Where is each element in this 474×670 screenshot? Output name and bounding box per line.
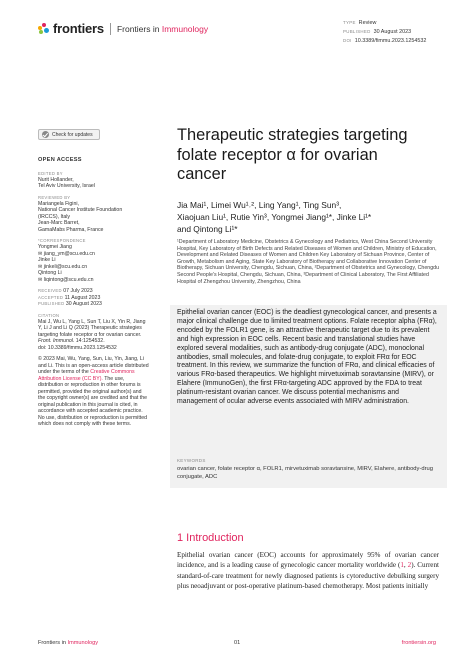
article-sidebar — [38, 157, 150, 433]
website-link[interactable]: frontiersin.org — [401, 640, 436, 646]
article-title: Therapeutic strategies targeting folate receptor α for ovarian cancer — [177, 126, 408, 184]
check-updates-label: Check for updates — [52, 131, 93, 138]
meta-published: PUBLISHED 30 August 2023 — [343, 28, 412, 35]
journal-prefix: Frontiers in — [116, 23, 160, 34]
check-circle-icon — [42, 131, 49, 138]
open-access-label: OPEN ACCESS — [38, 157, 82, 163]
keywords-label: KEYWORDS — [177, 458, 206, 463]
dates: RECEIVED 07 July 2023 ACCEPTED 11 August 2023 PUBLISHED 30 August 2023 — [38, 288, 102, 307]
check-for-updates-button[interactable] — [38, 129, 100, 140]
page-number: 01 — [234, 640, 241, 646]
meta-type: TYPE Review — [343, 20, 377, 26]
affiliations: ¹Department of Laboratory Medicine, Obstetrics & Gynecology and Pediatrics, West China Second University Hospital, Key Laboratory of Birth Defects and Related Diseases of Women and Children, Ministry of Education, Development and Related Diseases of Women and Children Key Laboratory of Sichuan Province, Center of Growth, Metabolism and Aging, State Key Laboratory of Biotherapy and Collaborative Innovation Center of Biotherapy, Sichuan University, Chengdu, Sichuan, China, ²Department of Obstetrics and Gynecology, Chengdu Second People's Hospital, Chengdu, Sichuan, China, ³Department of Clinical Laboratory, The First Affiliated Hospital of Zhengzhou University, Zhengzhou, China — [177, 239, 440, 285]
journal-brand[interactable] — [38, 21, 208, 36]
journal-name: Immunology — [161, 23, 209, 34]
meta-doi[interactable]: DOI 10.3389/fimmu.2023.1254532 — [343, 37, 427, 44]
email-link[interactable]: ✉ jinkeli@scu.edu.cn — [38, 263, 88, 270]
envelope-icon: ✉ — [38, 263, 44, 270]
keywords: ovarian cancer, folate receptor α, FOLR1, mirvetuximab soravtansine, MIRV, Elahere, antibody-drug conjugate, ADC — [177, 466, 433, 480]
cc-by-license-link[interactable]: Creative Commons Attribution License (CC BY). — [38, 369, 135, 382]
author-list: Jia Mai¹, Limei Wu¹˒², Ling Yang¹, Ting Sun³, Xiaojuan Liu¹, Rutie Yin³, Yongmei Jiang¹*, Jinke Li¹* and Qintong Li¹* — [177, 200, 372, 235]
envelope-icon: ✉ — [38, 250, 44, 257]
email-link[interactable]: ✉ jiang_ym@scu.edu.cn — [38, 250, 95, 257]
frontiers-logo-text: frontiers — [53, 21, 104, 36]
article-meta — [343, 19, 426, 45]
abstract: Epithelial ovarian cancer (EOC) is the deadliest gynecological cancer, and presents a major clinical challenge due to limited treatment options. Folate receptor alpha (FRα), encoded by the FOLR1 gene, is an attractive therapeutic target due to its prevalent and high expression in EOC cells. Recent basic and translational studies have explored several modalities, such as antibody-drug conjugate (ADC), monoclonal antibodies, small molecules, and folate-drug conjugate, to exploit FRα for EOC treatment. In this review, we summarize the function of FRα, and clinical efficacies of various FRα-based therapeutics. We highlight mirvetuximab soravtansine (MIRV), or Elahere (ImmunoGen), the first FRα-targeting ADC approved by the FDA to treat platinum-resistant ovarian cancer. We discuss potential mechanisms and management of ocular adverse events associated with MIRV administration. — [177, 309, 437, 406]
copyright: © 2023 Mai, Wu, Yang, Sun, Liu, Yin, Jiang, Li and Li. This is an open-access article distributed under the terms of the Creative Commons Attribution License (CC BY). The use, distribution or reproduction in other forums is permitted, provided the original author(s) and the copyright owner(s) are credited and that the original publication in this journal is cited, in accordance with accepted academic practice. No use, distribution or reproduction is permitted which does not comply with these terms. — [38, 356, 149, 427]
reference-link[interactable]: 1 — [400, 561, 404, 570]
frontiers-logo-icon — [38, 23, 50, 35]
journal-title — [117, 24, 208, 34]
brand-divider — [110, 23, 111, 35]
footer-journal[interactable]: Frontiers in Immunology — [38, 640, 99, 646]
correspondence: *CORRESPONDENCE Yongmei Jiang ✉ jiang_ym@scu.edu.cn Jinke Li ✉ jinkeli@scu.edu.cn Qintong Li ✉ liqintong@scu.edu.cn — [38, 238, 150, 283]
section-title: 1 Introduction — [177, 532, 244, 544]
reviewed-by: REVIEWED BY Mariangela Figini, National Cancer Institute Foundation (IRCCS), Italy Jean-Marc Barret, GamaMabs Pharma, France — [38, 194, 123, 233]
page-header — [0, 0, 474, 60]
edited-by: EDITED BY Nurit Hollander, Tel Aviv University, Israel — [38, 170, 95, 189]
envelope-icon: ✉ — [38, 276, 44, 283]
intro-paragraph: Epithelial ovarian cancer (EOC) accounts for approximately 95% of ovarian cancer incidence, and is a leading cause of gynecologic cancer mortality worldwide (1, 2). Current standard-of-care treatment for newly diagnosed patients is cytoreductive debulking surgery plus neoadjuvant or post-operative platinum-based chemotherapy. Most patients initially — [177, 551, 439, 590]
email-link[interactable]: ✉ liqintong@scu.edu.cn — [38, 276, 94, 283]
reference-link[interactable]: 2 — [407, 561, 412, 570]
citation: CITATION Mai J, Wu L, Yang L, Sun T, Liu X, Yin R, Jiang Y, Li J and Li Q (2023) Therapeutic strategies targeting folate receptor α for ovarian cancer. Front. Immunol. 14:1254532. doi: 10.3389/fimmu.2023.1254532 — [38, 312, 146, 351]
